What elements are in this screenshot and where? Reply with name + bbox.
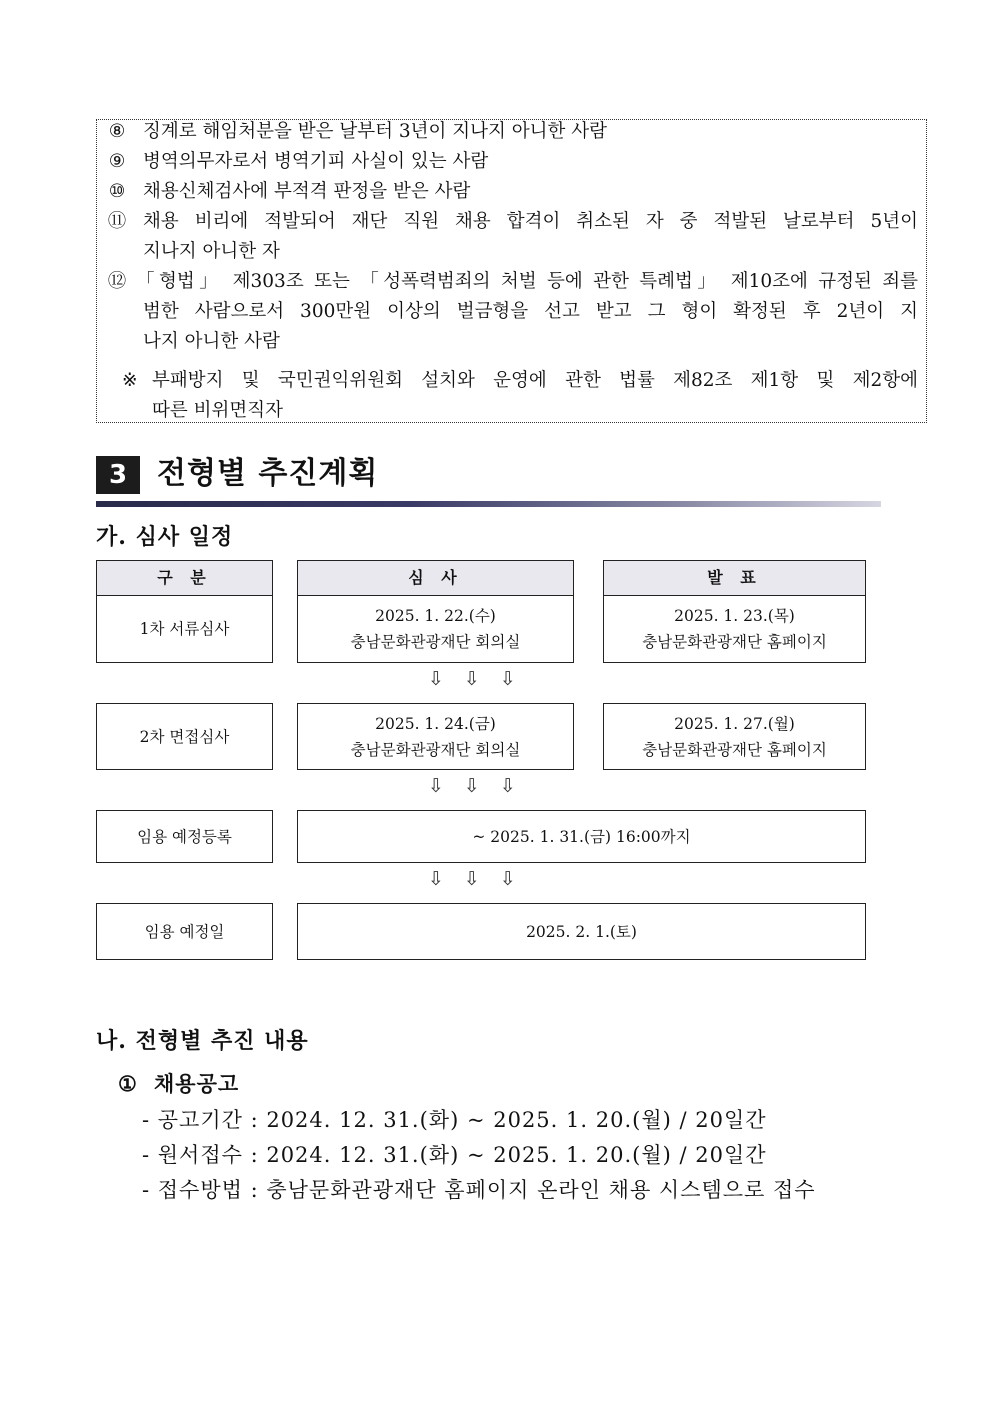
note-mark: ※ (122, 370, 138, 391)
item-text: 범한 사람으로서 300만원 이상의 벌금형을 선고 받고 그 형이 확정된 후 2년이 지 (143, 301, 918, 322)
header-review: 심 사 (297, 560, 574, 596)
list-item: - 공고기간 : 2024. 12. 31.(화) ~ 2025. 1. 20.(월) / 20일간 (142, 1108, 767, 1132)
list-item (104, 207, 918, 267)
review-place: 충남문화관광재단 회의실 (350, 633, 521, 651)
item-text: 채용신체검사에 부적격 판정을 받은 사람 (143, 181, 471, 202)
section-divider (96, 501, 881, 507)
announce-place: 충남문화관광재단 홈페이지 (642, 740, 827, 759)
item-number: ⑪ (107, 211, 127, 232)
process-heading: 나. 전형별 추진 내용 (96, 1028, 309, 1054)
sub-title: 채용공고 (154, 1071, 240, 1096)
review-date: 2025. 1. 24.(금) (375, 714, 496, 733)
schedule-heading: 가. 심사 일정 (96, 524, 234, 550)
review-place: 충남문화관광재단 회의실 (350, 740, 521, 759)
announce-date: 2025. 1. 23.(목) (674, 607, 795, 625)
item-number: ⑫ (107, 271, 127, 292)
list-item: - 원서접수 : 2024. 12. 31.(화) ~ 2025. 1. 20.(월) / 20일간 (142, 1143, 767, 1167)
down-arrow-icon: ⇩⇩⇩ (428, 775, 536, 797)
review-cell (297, 595, 574, 663)
row-label: 2차 면접심사 (96, 703, 273, 770)
announce-place: 충남문화관광재단 홈페이지 (642, 633, 827, 651)
section-number: 3 (96, 456, 140, 494)
item-text: 병역의무자로서 병역기피 사실이 있는 사람 (143, 151, 489, 172)
row-label: 임용 예정등록 (96, 810, 273, 863)
merged-cell: 2025. 2. 1.(토) (297, 903, 866, 960)
announce-cell (603, 595, 866, 663)
item-text: 지나지 아니한 자 (143, 241, 280, 262)
list-item: - 접수방법 : 충남문화관광재단 홈페이지 온라인 채용 시스템으로 접수 (142, 1178, 816, 1202)
section-title: 전형별 추진계획 (157, 456, 379, 491)
announce-cell (603, 703, 866, 770)
row-label: 1차 서류심사 (96, 595, 273, 663)
review-cell (297, 703, 574, 770)
review-date: 2025. 1. 22.(수) (375, 607, 496, 625)
item-text: 「형법」 제303조 또는 「성폭력범죄의 처벌 등에 관한 특례법」 제10조에 규정된 죄를 (136, 271, 918, 292)
merged-cell: ~ 2025. 1. 31.(금) 16:00까지 (297, 810, 866, 863)
row-label: 임용 예정일 (96, 903, 273, 960)
item-number: ⑧ (108, 121, 126, 142)
item-number: ⑨ (108, 151, 126, 172)
item-text: 나지 아니한 사람 (143, 331, 280, 352)
note-text: 부패방지 및 국민권익위원회 설치와 운영에 관한 법률 제82조 제1항 및 제2항에 (152, 370, 918, 391)
announce-date: 2025. 1. 27.(월) (674, 714, 795, 733)
down-arrow-icon: ⇩⇩⇩ (428, 868, 536, 890)
sub-number: ① (118, 1071, 138, 1096)
header-category: 구 분 (96, 560, 273, 596)
item-number: ⑩ (108, 181, 126, 202)
down-arrow-icon: ⇩⇩⇩ (428, 668, 536, 690)
list-item (104, 267, 918, 357)
item-text: 채용 비리에 적발되어 재단 직원 채용 합격이 취소된 자 중 적발된 날로부터 5년이 (143, 211, 918, 232)
header-announce: 발 표 (603, 560, 866, 596)
note-text: 따른 비위면직자 (152, 400, 283, 421)
item-text: 징계로 해임처분을 받은 날부터 3년이 지나지 아니한 사람 (143, 121, 607, 142)
